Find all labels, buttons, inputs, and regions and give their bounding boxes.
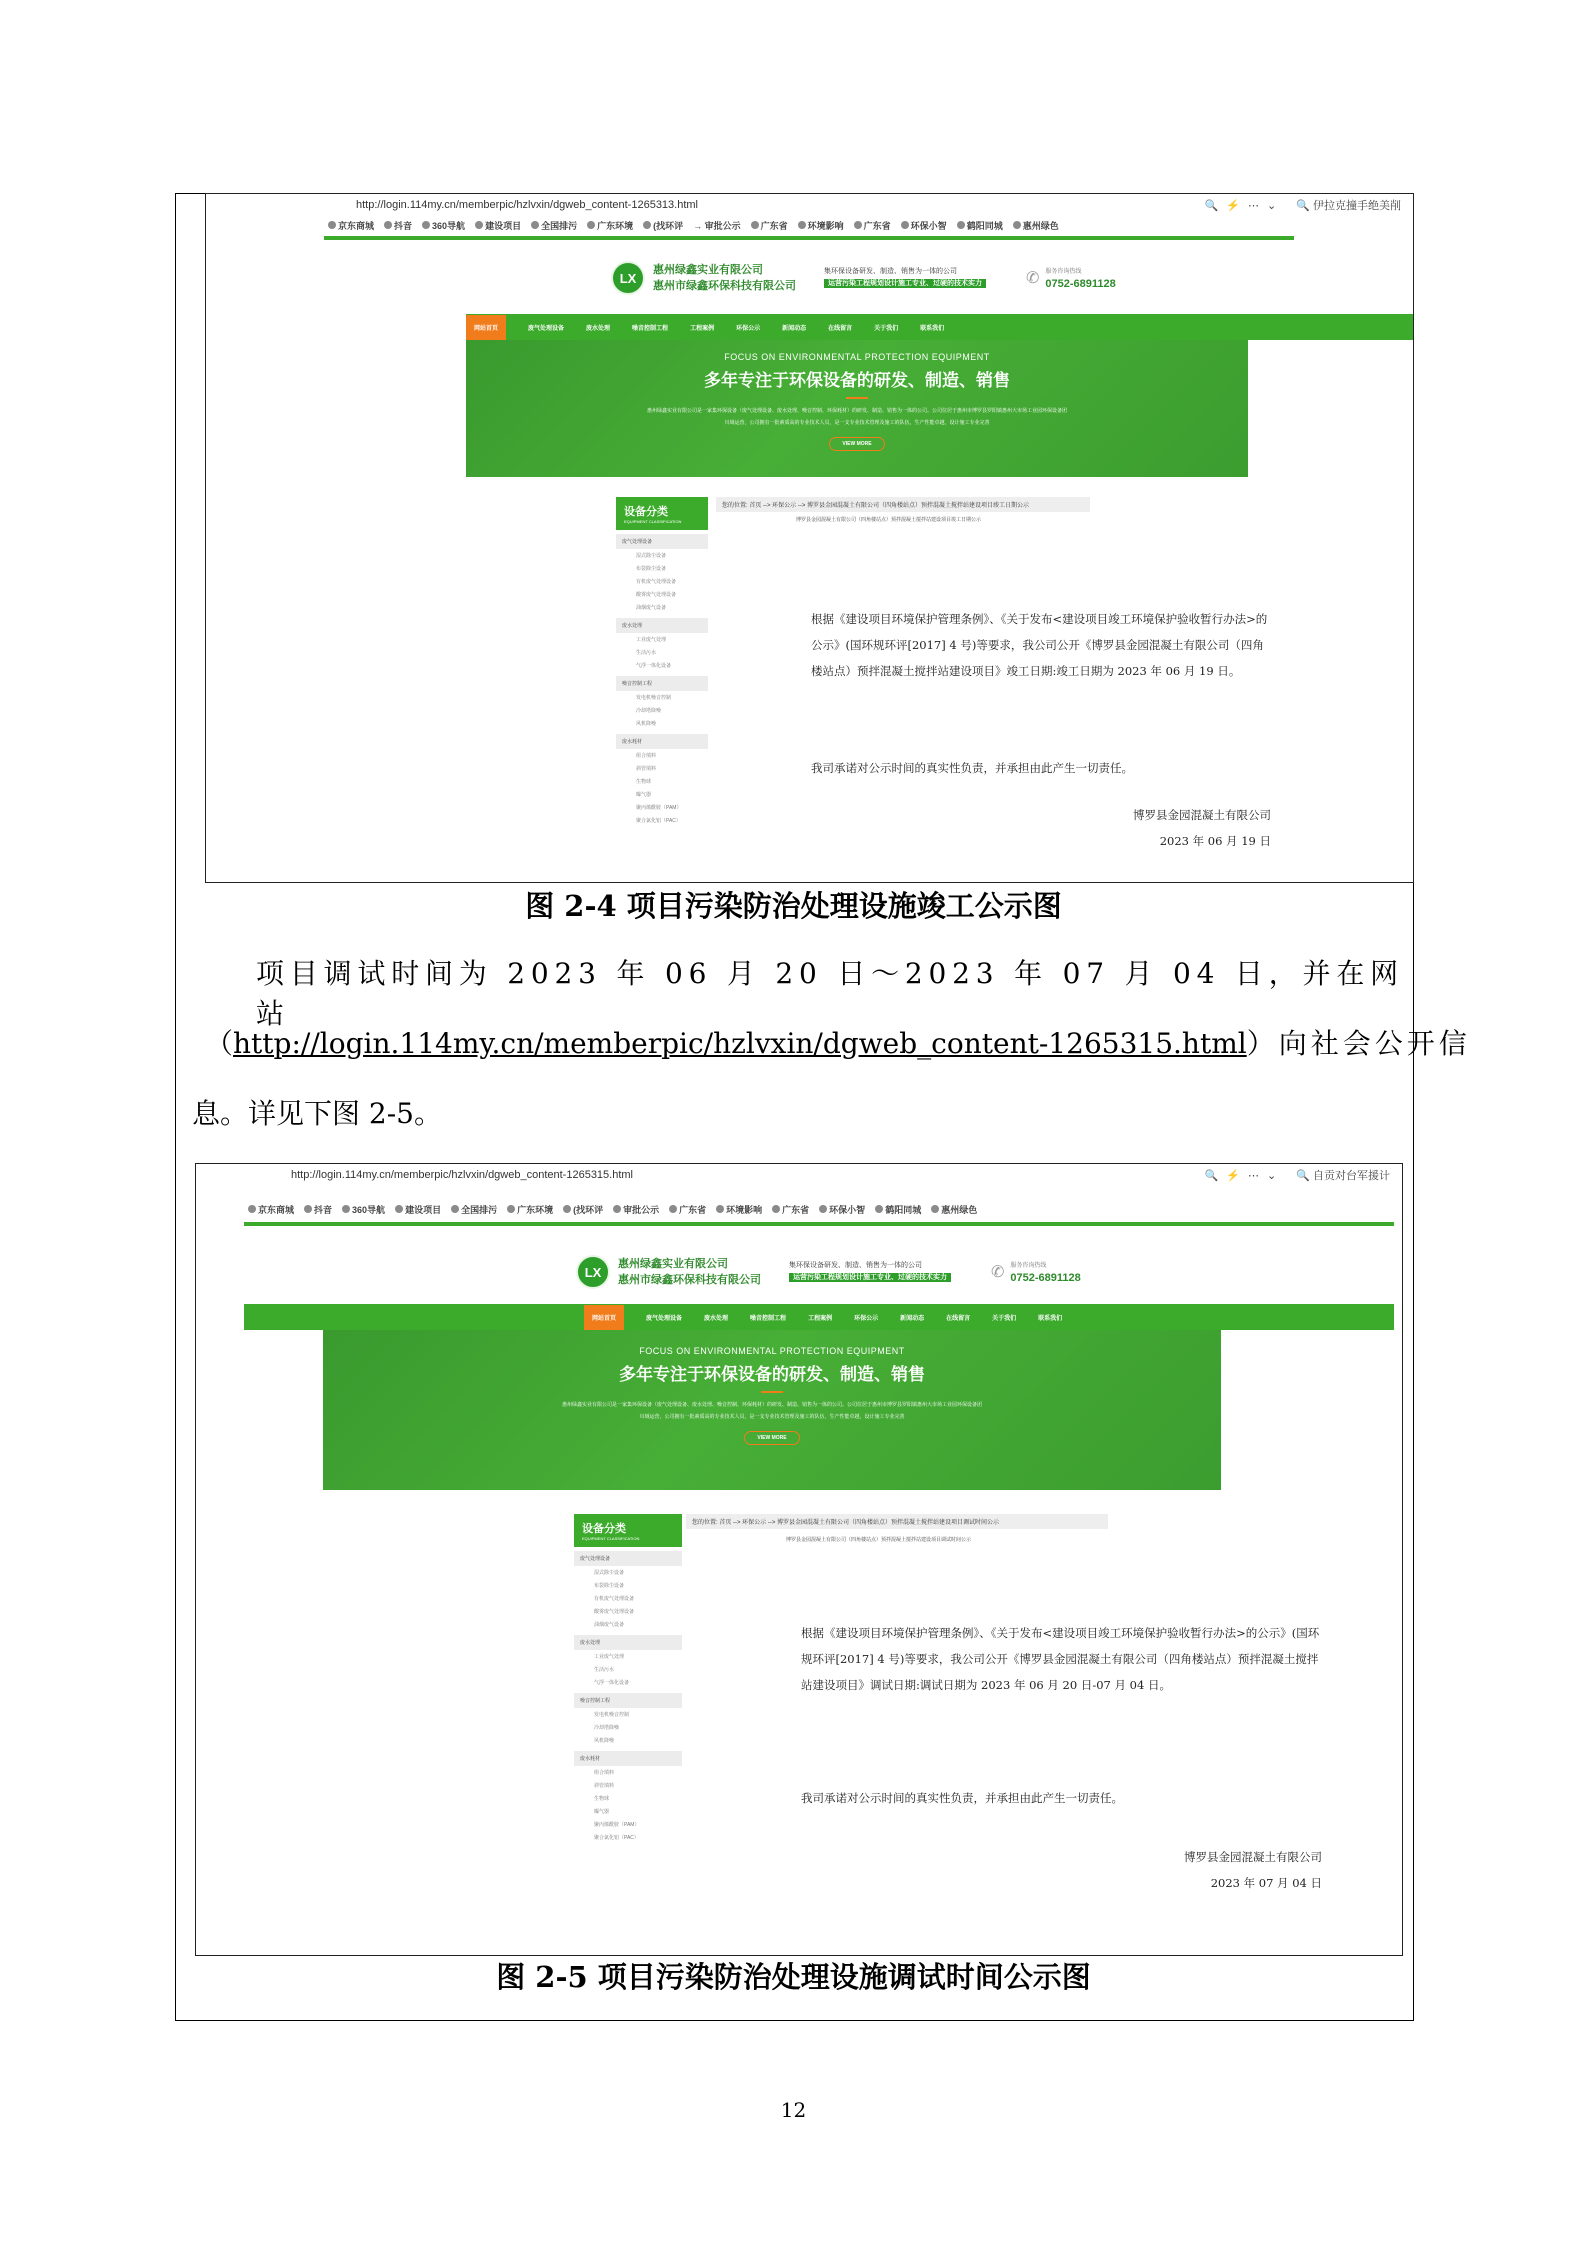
- sidebar-item[interactable]: 生活污水: [594, 1667, 615, 1673]
- nav-item[interactable]: 在线留言: [946, 1315, 971, 1322]
- sidebar-category[interactable]: 废水耗材: [616, 734, 708, 749]
- company-name-2: 惠州市绿鑫环保科技有限公司: [618, 1274, 761, 1286]
- view-more-button[interactable]: VIEW MORE: [744, 1431, 799, 1445]
- sign-date: 2023 年 07 月 04 日: [1210, 1876, 1322, 1890]
- sidebar-item[interactable]: 冷却塔降噪: [594, 1725, 620, 1731]
- bookmark[interactable]: [693, 219, 741, 232]
- banner-divider: [846, 397, 868, 399]
- bookmark[interactable]: [901, 219, 947, 232]
- bookmark[interactable]: [716, 1203, 762, 1216]
- search-box[interactable]: 🔍 伊拉克撞手绝美削: [1296, 200, 1401, 212]
- bookmark[interactable]: [819, 1203, 865, 1216]
- nav-item[interactable]: 废水处理: [586, 325, 611, 332]
- sidebar-item[interactable]: 组合填料: [594, 1770, 615, 1776]
- figure-caption-2-4: 图 2-4 项目污染防治处理设施竣工公示图: [525, 889, 1062, 923]
- hotline: [1026, 266, 1116, 290]
- bookmark[interactable]: [875, 1203, 921, 1216]
- bookmark-icon: [957, 221, 965, 229]
- body-paragraph-line3: 息。详见下图 2-5。: [192, 1097, 442, 1130]
- slogan: [789, 1260, 951, 1284]
- bookmark-icon: [475, 221, 483, 229]
- sidebar-item[interactable]: 生物球: [636, 779, 652, 785]
- bookmarks-bar: [324, 216, 1413, 234]
- sidebar-item[interactable]: 布袋除尘设备: [594, 1583, 625, 1589]
- site-header: [611, 250, 1116, 306]
- body-paragraph-line1: 项目调试时间为 2023 年 06 月 20 日～2023 年 07 月 04 日，并在网站: [256, 957, 1404, 1030]
- notice-link[interactable]: http://login.114my.cn/memberpic/hzlvxin/dgweb_content-1265315.html: [233, 1027, 1247, 1060]
- signer: 博罗县金园混凝土有限公司: [1133, 808, 1271, 822]
- bookmark-icon: [772, 1205, 780, 1213]
- hotline-number: 0752-6891128: [1010, 1272, 1081, 1284]
- address-bar[interactable]: [206, 194, 1413, 216]
- bookmark[interactable]: [1013, 219, 1059, 232]
- company-names: [618, 1256, 761, 1288]
- bookmark-label: 抖音: [394, 220, 413, 231]
- hero-banner: [466, 340, 1248, 477]
- bookmark-label: 京东商城: [258, 1204, 295, 1215]
- notice-promise: 我司承诺对公示时间的真实性负责，并承担由此产生一切责任。: [811, 761, 1133, 775]
- nav-item[interactable]: 废水处理: [704, 1315, 729, 1322]
- sidebar-item[interactable]: 风机降噪: [636, 721, 657, 727]
- bookmark-label: 环保小智: [829, 1204, 866, 1215]
- sidebar-title: [574, 1514, 682, 1547]
- bookmark-icon: [304, 1205, 312, 1213]
- sidebar-item[interactable]: 酸雾废气处理设备: [594, 1609, 635, 1615]
- bookmark[interactable]: [669, 1203, 706, 1216]
- sidebar-item[interactable]: 斜管填料: [636, 766, 657, 772]
- banner-title: 多年专注于环保设备的研发、制造、销售: [704, 371, 1010, 390]
- hotline: [991, 1260, 1081, 1284]
- company-name-1: 惠州绿鑫实业有限公司: [653, 264, 763, 276]
- notice-signature: [1133, 802, 1271, 854]
- sidebar-title: [616, 497, 708, 530]
- bookmark[interactable]: [772, 1203, 809, 1216]
- sidebar-item[interactable]: 聚合氯化铝（PAC）: [594, 1835, 639, 1841]
- bookmark-icon: [875, 1205, 883, 1213]
- figure-caption-2-5: 图 2-5 项目污染防治处理设施调试时间公示图: [496, 1960, 1091, 1994]
- sidebar-category[interactable]: 废气处理设备: [574, 1551, 682, 1566]
- bookmark-icon: [819, 1205, 827, 1213]
- sidebar-item[interactable]: 组合填料: [636, 753, 657, 759]
- bookmark-icon: [384, 221, 392, 229]
- bookmark-label: 广东省: [863, 220, 891, 231]
- bookmark[interactable]: [342, 1203, 385, 1216]
- notice-subtitle: 博罗县金园混凝土有限公司（四角楼站点）预拌混凝土搅拌站建设项目调试时间公示: [786, 1537, 972, 1543]
- sidebar-category[interactable]: 废气处理设备: [616, 534, 708, 549]
- sidebar-item[interactable]: 工业废气处理: [636, 637, 667, 643]
- bookmark-label: 惠州绿色: [1022, 220, 1059, 231]
- bookmark-icon: [248, 1205, 256, 1213]
- bookmark[interactable]: [957, 219, 1003, 232]
- notice-signature: [1184, 1844, 1322, 1896]
- bookmark-label: 广东环境: [597, 220, 634, 231]
- slogan: [824, 266, 986, 290]
- bookmark[interactable]: [507, 1203, 553, 1216]
- sidebar-item[interactable]: 斜管填料: [594, 1783, 615, 1789]
- sidebar-item[interactable]: 湿式除尘设备: [636, 553, 667, 559]
- sidebar-category[interactable]: 噪音控制工程: [616, 676, 708, 691]
- nav-item[interactable]: 工程案例: [808, 1315, 833, 1322]
- url-text[interactable]: http://login.114my.cn/memberpic/hzlvxin/dgweb_content-1265313.html: [356, 199, 699, 211]
- nav-item[interactable]: 联系我们: [920, 325, 945, 332]
- bookmark[interactable]: [613, 1203, 659, 1216]
- slogan-line: 集环保设备研发、制造、销售为一体的公司: [824, 268, 957, 275]
- hotline-label: 服务咨询热线: [1010, 1263, 1047, 1269]
- header-line: [324, 236, 1294, 240]
- notice-body: 根据《建设项目环境保护管理条例》、《关于发布<建设项目竣工环境保护验收暂行办法>的公示》(国环规环评[2017] 4 号)等要求，我公司公开《博罗县金园混凝土有限公司（四角楼站点）预拌混凝土搅拌站建设项目》竣工日期:竣工日期为 2023 年 06 月 19 日。: [811, 612, 1268, 678]
- bookmark-icon: [751, 221, 759, 229]
- bookmark[interactable]: [248, 1203, 294, 1216]
- bookmarks-bar: [244, 1200, 1402, 1218]
- slogan-line: 集环保设备研发、制造、销售为一体的公司: [789, 1262, 922, 1269]
- phone-icon: ✆: [1026, 270, 1040, 287]
- hero-banner: [323, 1330, 1221, 1490]
- bookmark-icon: [854, 221, 862, 229]
- slogan-tag: 运营污染工程规划设计施工专业、过硬的技术实力: [789, 1273, 951, 1282]
- nav-item[interactable]: 网站首页: [584, 1305, 624, 1330]
- sidebar-item[interactable]: 酸雾废气处理设备: [636, 592, 677, 598]
- url-text[interactable]: http://login.114my.cn/memberpic/hzlvxin/dgweb_content-1265315.html: [291, 1169, 634, 1181]
- sidebar-item[interactable]: 有机废气处理设备: [636, 579, 677, 585]
- nav-item[interactable]: 在线留言: [828, 325, 853, 332]
- sidebar-item[interactable]: 生活污水: [636, 650, 657, 656]
- sidebar-title-en: EQUIPMENT CLASSIFICATION: [582, 1536, 640, 1541]
- main-nav: [244, 1304, 1394, 1330]
- toolbar-icons[interactable]: 🔍⚡⋯⌄: [1204, 199, 1285, 212]
- bookmark[interactable]: [384, 219, 412, 232]
- notice-subtitle: 博罗县金园混凝土有限公司（四角楼站点）预拌混凝土搅拌站建设项目竣工日期公示: [796, 517, 982, 523]
- bookmark[interactable]: [304, 1203, 332, 1216]
- screenshot-trial-notice: [195, 1163, 1403, 1956]
- bookmark[interactable]: [395, 1203, 441, 1216]
- sidebar-category[interactable]: 噪音控制工程: [574, 1693, 682, 1708]
- bookmark-label: (找环评: [573, 1204, 604, 1215]
- nav-item[interactable]: 关于我们: [992, 1315, 1017, 1322]
- company-names: [653, 262, 796, 294]
- bookmark-icon: [395, 1205, 403, 1213]
- nav-item[interactable]: 工程案例: [690, 325, 715, 332]
- phone-icon: ✆: [991, 1264, 1005, 1281]
- search-text: 伊拉克撞手绝美削: [1313, 200, 1401, 212]
- nav-item[interactable]: 环保公示: [736, 325, 761, 332]
- sidebar-item[interactable]: 有机废气处理设备: [594, 1596, 635, 1602]
- sidebar-item[interactable]: 发电机噪音控制: [594, 1712, 630, 1718]
- site-header: [576, 1244, 1081, 1300]
- bookmark[interactable]: [328, 219, 374, 232]
- bookmark-label: 全国排污: [461, 1204, 498, 1215]
- nav-item[interactable]: 新闻动态: [900, 1315, 925, 1322]
- bookmark-label: 360导航: [432, 220, 466, 231]
- bookmark[interactable]: [475, 219, 521, 232]
- sidebar-item[interactable]: 油烟废气设备: [636, 605, 667, 611]
- main-nav: [466, 314, 1414, 340]
- sidebar-category[interactable]: 废水处理: [616, 618, 708, 633]
- search-box[interactable]: 🔍 自贡对台军援计: [1296, 1170, 1390, 1182]
- sidebar-item[interactable]: 工业废气处理: [594, 1654, 625, 1660]
- bookmark-icon: [342, 1205, 350, 1213]
- banner-divider: [761, 1391, 783, 1393]
- bookmark-label: 全国排污: [541, 220, 578, 231]
- search-text: 自贡对台军援计: [1313, 1170, 1390, 1182]
- bookmark-label: 360导航: [352, 1204, 386, 1215]
- bookmark-label: 广东省: [760, 220, 788, 231]
- banner-desc: 惠州绿鑫实业有限公司是一家集环保设备（废气处理设备、废水处理、噪音控制、环保耗材）的研发、制造、销售为一体的公司。公司位居于惠州市博罗县罗阳镇惠州大市场工业园环保设备团: [646, 408, 1067, 414]
- bookmark-label: 环境影响: [726, 1204, 763, 1215]
- bookmark-label: 建设项目: [485, 220, 522, 231]
- bookmark-label: 抖音: [314, 1204, 333, 1215]
- bookmark-icon: [507, 1205, 515, 1213]
- sidebar-title-en: EQUIPMENT CLASSIFICATION: [624, 519, 682, 524]
- sidebar-item[interactable]: 聚丙烯酰胺（PAM）: [594, 1822, 640, 1828]
- banner-desc: 惠州绿鑫实业有限公司是一家集环保设备（废气处理设备、废水处理、噪音控制、环保耗材）的研发、制造、销售为一体的公司。公司位居于惠州市博罗县罗阳镇惠州大市场工业园环保设备团: [561, 1402, 982, 1408]
- bookmark-icon: [563, 1205, 571, 1213]
- address-bar[interactable]: [196, 1164, 1402, 1186]
- sidebar-category[interactable]: 废水耗材: [574, 1751, 682, 1766]
- sidebar-item[interactable]: 曝气器: [636, 792, 652, 798]
- slogan-tag: 运营污染工程规划设计施工专业、过硬的技术实力: [824, 279, 986, 288]
- nav-item[interactable]: 环保公示: [854, 1315, 879, 1322]
- screenshot-completion-notice: [205, 193, 1414, 883]
- banner-en: FOCUS ON ENVIRONMENTAL PROTECTION EQUIPMENT: [724, 352, 990, 362]
- bookmark-label: 环保小智: [910, 220, 947, 231]
- nav-item[interactable]: 关于我们: [874, 325, 899, 332]
- hotline-label: 服务咨询热线: [1045, 269, 1082, 275]
- bookmark-label: 惠州绿色: [941, 1204, 978, 1215]
- sidebar-category[interactable]: 废水处理: [574, 1635, 682, 1650]
- bookmark-icon: [901, 221, 909, 229]
- bookmark[interactable]: [563, 1203, 603, 1216]
- nav-item[interactable]: 联系我们: [1038, 1315, 1063, 1322]
- sidebar-item[interactable]: 聚丙烯酰胺（PAM）: [636, 805, 682, 811]
- bookmark-label: 京东商城: [338, 220, 375, 231]
- notice-body: 根据《建设项目环境保护管理条例》、《关于发布<建设项目竣工环境保护验收暂行办法>的公示》(国环规环评[2017] 4 号)等要求，我公司公开《博罗县金园混凝土有限公司（四角楼站点）预拌混凝土搅拌站建设项目》调试日期:调试日期为 2023 年 06 月 20 日-07 月 04 日。: [801, 1626, 1320, 1692]
- bookmark-icon: [643, 221, 651, 229]
- nav-item[interactable]: 废气处理设备: [646, 1315, 683, 1322]
- view-more-button[interactable]: VIEW MORE: [829, 437, 884, 451]
- nav-item[interactable]: 新闻动态: [782, 325, 807, 332]
- bookmark-icon: [422, 221, 430, 229]
- sidebar-item[interactable]: 布袋除尘设备: [636, 566, 667, 572]
- bookmark-label: 鹤阳同城: [885, 1204, 922, 1215]
- bookmark-icon: [798, 221, 806, 229]
- bookmark[interactable]: [531, 219, 577, 232]
- notice-promise: 我司承诺对公示时间的真实性负责，并承担由此产生一切责任。: [801, 1791, 1123, 1805]
- banner-en: FOCUS ON ENVIRONMENTAL PROTECTION EQUIPMENT: [639, 1346, 905, 1356]
- bookmark-label: 鹤阳同城: [966, 220, 1003, 231]
- bookmark-label: 审批公示: [623, 1204, 660, 1215]
- bookmark-icon: [1013, 221, 1021, 229]
- bookmark-label: 广东环境: [517, 1204, 554, 1215]
- bookmark-icon: [931, 1205, 939, 1213]
- bookmark[interactable]: [587, 219, 633, 232]
- bookmark[interactable]: [751, 219, 788, 232]
- bookmark-label: 广东省: [782, 1204, 810, 1215]
- bookmark[interactable]: [854, 219, 891, 232]
- sidebar-item[interactable]: 冷却塔降噪: [636, 708, 662, 714]
- bookmark[interactable]: [931, 1203, 977, 1216]
- paren-open: （: [205, 1027, 234, 1060]
- sign-date: 2023 年 06 月 19 日: [1159, 834, 1271, 848]
- company-logo[interactable]: LX: [611, 261, 645, 295]
- banner-desc: 川域运营，公司拥有一批素质高的专业技术人员，是一支专业技术管理及施工的队伍，生产性能卓越，设计施工专业完善: [724, 420, 990, 426]
- category-sidebar: [574, 1514, 682, 1844]
- bookmark[interactable]: [798, 219, 844, 232]
- sidebar-title-text: 设备分类: [582, 1523, 626, 1535]
- header-line: [244, 1222, 1394, 1226]
- banner-desc: 川域运营，公司拥有一批素质高的专业技术人员，是一支专业技术管理及施工的队伍，生产性能卓越，设计施工专业完善: [639, 1414, 905, 1420]
- bookmark-icon: [451, 1205, 459, 1213]
- bookmark[interactable]: [422, 219, 465, 232]
- banner-title: 多年专注于环保设备的研发、制造、销售: [619, 1365, 925, 1384]
- sidebar-item[interactable]: 油烟废气设备: [594, 1622, 625, 1628]
- signer: 博罗县金园混凝土有限公司: [1184, 1850, 1322, 1864]
- body-paragraph-line2: [205, 1022, 1471, 1062]
- sidebar-item[interactable]: 发电机噪音控制: [636, 695, 672, 701]
- hotline-number: 0752-6891128: [1045, 278, 1116, 290]
- bookmark-label: → 审批公示: [693, 220, 741, 231]
- company-logo[interactable]: LX: [576, 1255, 610, 1289]
- bookmark-icon: [716, 1205, 724, 1213]
- nav-item[interactable]: 噪音控制工程: [632, 325, 669, 332]
- bookmark-label: 广东省: [679, 1204, 707, 1215]
- bookmark-label: 环境影响: [807, 220, 844, 231]
- page-number: 12: [780, 2098, 807, 2122]
- bookmark-icon: [328, 221, 336, 229]
- nav-item[interactable]: 网站首页: [466, 315, 506, 340]
- bookmark-icon: [613, 1205, 621, 1213]
- breadcrumb: 您的位置: 首页 --> 环保公示 --> 博罗县金园混凝土有限公司（四角楼站点）预拌混凝土搅拌站建设项目调试时间公示: [686, 1514, 1108, 1529]
- category-sidebar: [616, 497, 708, 827]
- nav-item[interactable]: 废气处理设备: [528, 325, 565, 332]
- bookmark[interactable]: [451, 1203, 497, 1216]
- sidebar-title-text: 设备分类: [624, 506, 668, 518]
- sidebar-item[interactable]: 风机降噪: [594, 1738, 615, 1744]
- sidebar-item[interactable]: 曝气器: [594, 1809, 610, 1815]
- bookmark[interactable]: [643, 219, 683, 232]
- company-name-1: 惠州绿鑫实业有限公司: [618, 1258, 728, 1270]
- company-name-2: 惠州市绿鑫环保科技有限公司: [653, 280, 796, 292]
- paren-close-text: ）向社会公开信: [1246, 1027, 1471, 1060]
- sidebar-item[interactable]: 气浮一体化设备: [594, 1680, 630, 1686]
- sidebar-item[interactable]: 聚合氯化铝（PAC）: [636, 818, 681, 824]
- breadcrumb: 您的位置: 首页 --> 环保公示 --> 博罗县金园混凝土有限公司（四角楼站点）预拌混凝土搅拌站建设项目竣工日期公示: [716, 497, 1090, 512]
- bookmark-icon: [669, 1205, 677, 1213]
- bookmark-label: (找环评: [653, 220, 684, 231]
- nav-item[interactable]: 噪音控制工程: [750, 1315, 787, 1322]
- bookmark-icon: [531, 221, 539, 229]
- sidebar-item[interactable]: 生物球: [594, 1796, 610, 1802]
- sidebar-item[interactable]: 气浮一体化设备: [636, 663, 672, 669]
- bookmark-icon: [587, 221, 595, 229]
- bookmark-label: 建设项目: [405, 1204, 442, 1215]
- toolbar-icons[interactable]: 🔍⚡⋯⌄: [1204, 1169, 1285, 1182]
- sidebar-item[interactable]: 湿式除尘设备: [594, 1570, 625, 1576]
